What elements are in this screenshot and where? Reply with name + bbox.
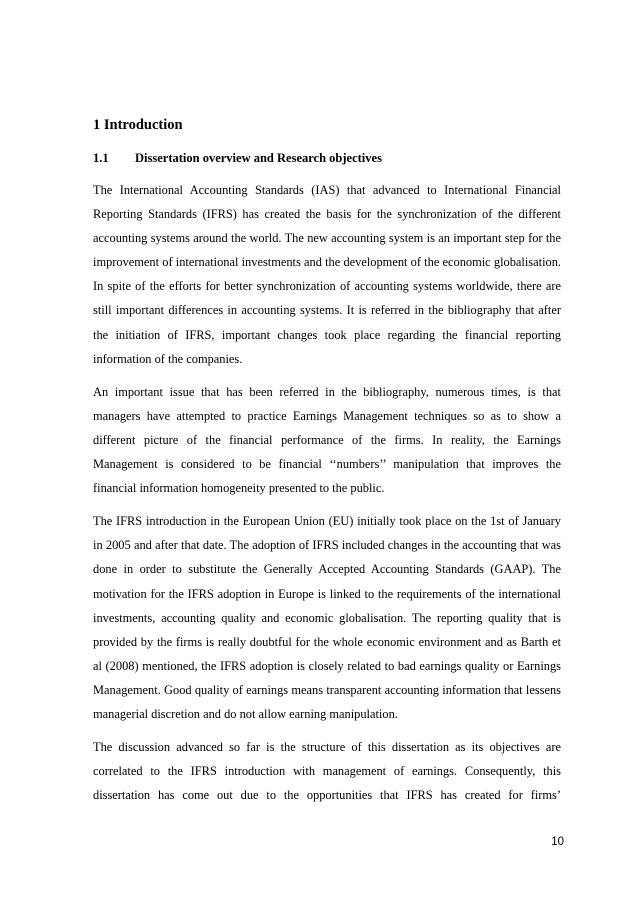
chapter-title: 1 Introduction (93, 117, 183, 133)
section-title: Dissertation overview and Research objectives (135, 151, 382, 165)
page-number: 10 (551, 836, 564, 848)
section-number: 1.1 (93, 151, 109, 165)
paragraph: The International Accounting Standards (IAS) that advanced to International Financial Reporting Standards (IFRS) has created the basis for the synchronization of the different accounting systems around the world. The new accounting system is an important step for the improvement of international investments and the development of the economic globalisation. In spite of the efforts for better synchronization of accounting systems worldwide, there are still important differences in accounting systems. It is referred in the bibliography that after the initiation of IFRS, important changes took place regarding the financial reporting information of the companies. (93, 183, 561, 366)
paragraph: The discussion advanced so far is the structure of this dissertation as its objectives are correlated to the IFRS introduction with management of earnings. Consequently, this dissertation has come out due to the opportunities that IFRS has created for firms’ (93, 740, 561, 803)
paragraph: An important issue that has been referred in the bibliography, numerous times, is that managers have attempted to practice Earnings Management techniques so as to show a different picture of the financial performance of the firms. In reality, the Earnings Management is considered to be financial ‘‘numbers’’ manipulation that improves the financial information homogeneity presented to the public. (93, 384, 561, 496)
body-text (93, 175, 561, 807)
paragraph: The IFRS introduction in the European Union (EU) initially took place on the 1st of January in 2005 and after that date. The adoption of IFRS included changes in the accounting that was done in order to substitute the Generally Accepted Accounting Standards (GAAP). The motivation for the IFRS adoption in Europe is linked to the requirements of the international investments, accounting quality and economic globalisation. The reporting quality that is provided by the firms is really doubtful for the whole economic environment and as Barth et al (2008) mentioned, the IFRS adoption is closely related to bad earnings quality or Earnings Management. Good quality of earnings means transparent accounting information that lessens managerial discretion and do not allow earning manipulation. (93, 514, 561, 721)
section-heading (93, 150, 382, 166)
